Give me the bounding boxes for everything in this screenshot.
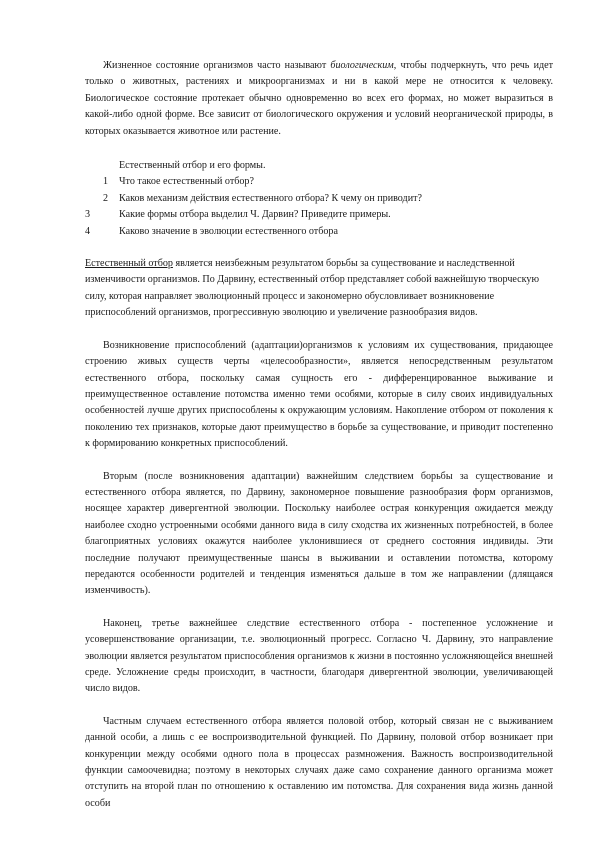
question-text: Каков механизм действия естественного отбора? К чему он приводит? [119, 192, 422, 204]
body-paragraph: Вторым (после возникновения адаптации) важнейшим следствием борьбы за существование и естественного отбора является, по Дарвину, закономерное повышение разнообразия форм организмов, носящее характер дивергентной эволюции. Поскольку наиболее острая конкуренция ожидается между наиболее сходно устроенными особями данного вида в силу сходства их жизненных потребностей, в более благоприятных условиях окажутся наиболее уклонившиеся от среднего состояния индивиды. Эти последние получают преимущественные шансы в выживании и оставлении потомства, которому передаются особенности родителей и тенденция изменяться дальше в том же направлении (длящаяся изменчивость). [85, 470, 553, 597]
question-number: 4 [85, 225, 91, 237]
intro-text: Жизненное состояние организмов часто называют [103, 60, 331, 71]
question-text: Каково значение в эволюции естественного отбора [119, 225, 338, 237]
document-body [85, 58, 553, 812]
definition-text: является неизбежным результатом борьбы за существование и наследственной изменчивости организмов. По Дарвину, естественный отбор представляет собой важнейшую творческую силу, которая направляет эволюционный процесс и закономерно обусловливает возникновение приспособлений организмов, прогрессивную эволюцию и увеличение разнообразия видов. [85, 258, 539, 319]
question-item [85, 224, 553, 240]
question-text: Какие формы отбора выделил Ч. Дарвин? Приведите примеры. [119, 209, 391, 221]
body-paragraph: Возникновение приспособлений (адаптации)организмов к условиям их существования, придающее строению живых существ черты «целесообразности», является непосредственным результатом естественного отбора, поскольку самая сущность его - дифференцированное выживание и преимущественное оставление потомства именно теми особями, которые в силу своих индивидуальных особенностей лучше других приспособлены к окружающим условиям. Накопление отбором от поколения к поколению тех признаков, которые дают преимущество в борьбе за существование, и приводит постепенно к формированию конкретных приспособлений. [85, 339, 553, 450]
question-number: 1 [103, 176, 109, 188]
question-number: 3 [85, 209, 91, 221]
intro-emphasis: биологическим [330, 60, 394, 71]
definition-term: Естественный отбор [85, 258, 173, 270]
body-paragraph: Наконец, третье важнейшее следствие естественного отбора - постепенное усложнение и усовершенствование организации, т.е. эволюционный прогресс. Согласно Ч. Дарвину, это направление эволюции является результатом приспособления организмов к жизни в постоянно усложняющейся внешней среде. Усложнение среды происходит, в частности, благодаря дивергентной эволюции, увеличивающей число видов. [85, 617, 553, 695]
question-item [85, 174, 553, 190]
definition-paragraph [85, 256, 553, 322]
question-text: Что такое естественный отбор? [119, 176, 254, 188]
questions-list [85, 174, 553, 240]
questions-title: Естественный отбор и его формы. [119, 160, 266, 172]
intro-paragraph [85, 58, 553, 140]
body-paragraph: Частным случаем естественного отбора является половой отбор, который связан не с выживанием данной особи, а лишь с ее воспроизводительной функцией. По Дарвину, половой отбор возникает при конкуренции между особями одного пола в процессах размножения. Важность воспроизводительной функции самоочевидна; поэтому в некоторых случаях даже само сохранение данного организма может отступить на второй план по отношению к оставлению им потомства. Для сохранения вида жизнь данной особи [85, 715, 553, 809]
question-number: 2 [103, 192, 109, 204]
question-item [85, 207, 553, 223]
intro-text-continued: , чтобы подчеркнуть, что речь идет только о животных, растениях и микроорганизмах и ни в какой мере не относится к человеку. Биологическое состояние протекает обычно одновременно во всех его формах, но может выразиться в какой-либо одной форме. Все зависит от биологического окружения и условий неорганической природы, в которых оказывается животное или растение. [85, 60, 553, 137]
question-item [85, 191, 553, 207]
